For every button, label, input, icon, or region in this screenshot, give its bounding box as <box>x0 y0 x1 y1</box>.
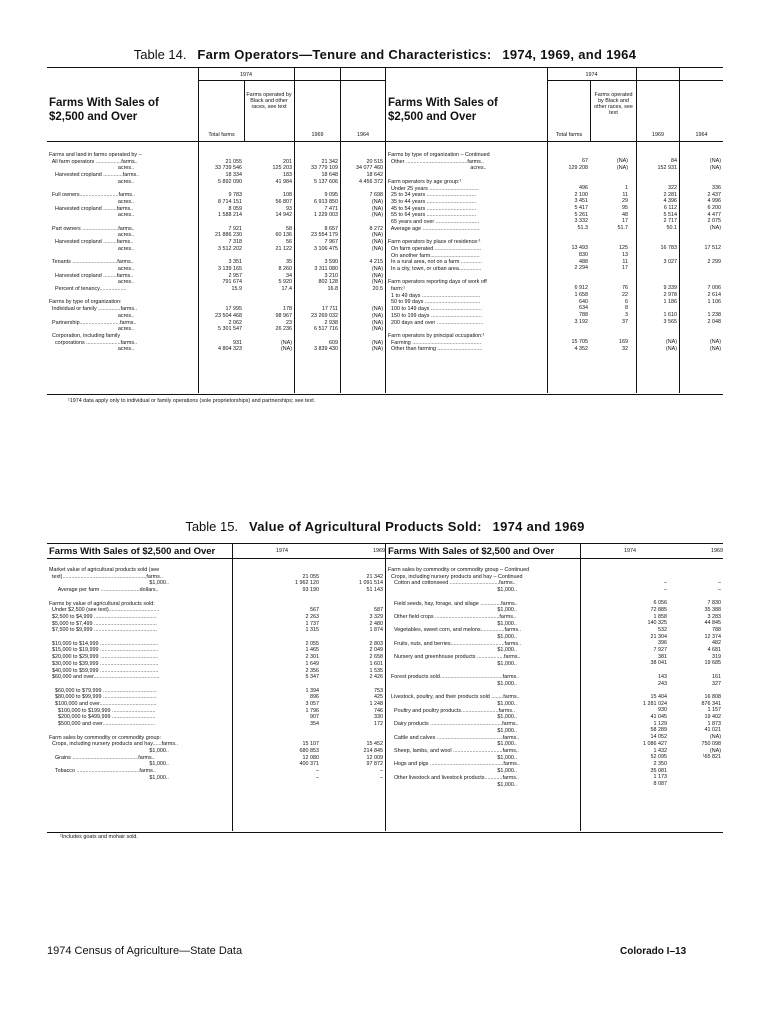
col-1974-group-r: 1974 <box>585 72 598 78</box>
table14-left-total: 21 055 33 739 546 18 334 5 892 090 9 783 8 714 151 8 059 1 588 214 7 921 21 886 230 7 318 3 512 202 3 351 3 139 165 2 957 791 674 15.9 17 995 23 504 468 2 062 5 301 547 931 4 804 323 <box>215 158 242 353</box>
table14-right-stub: Farms by type of organization – Continued Other .........................................farms.. acres.. Farm operators by age group:¹ Under 25 years ................................. 25 to 34 years ................................. 35 to 44 years ................................. 45 to 54 years ................................. 55 to 64 years ................................. 65 years and over ............................. Average age ...................................... Farm operators by place of residence:¹ On farm operated ............................... On another farm................................. In a rural area, not on a farm .............. In a city, town, or urban area............... Farm operators reporting days of work off farm:¹ 1 to 49 days ....................................... 50 to 99 days ..................................... 100 to 149 days .................................. 150 to 199 days .................................. 200 days and over ............................... Farm operators by principal occupation:¹ Farming .............................................. Other than farming .............................. <box>388 152 490 353</box>
table15-title <box>0 519 770 534</box>
table15-left-1974: 21 055 1 962 120 93 190 567 2 263 1 737 1 315 2 055 1 465 2 301 1 649 2 356 5 347 1 394 896 3 057 1 796 907 354 15 107 680 853 12 080 400 371 – – <box>295 573 319 781</box>
table14-left-black: 201 125 203 183 41 984 108 56 807 93 14 942 58 60 136 56 21 122 35 8 260 34 5 920 17.4 178 98 967 23 26 236 (NA) (NA) <box>272 158 292 353</box>
t15-col-1974-r: 1974 <box>624 548 636 554</box>
table14-right-1969: 84 152 931 322 2 281 4 396 6 112 5 514 2 717 50.1 16 783 3 027 9 339 2 978 1 186 1 610 3 565 (NA) (NA) <box>657 158 677 352</box>
table15-label: Table 15. <box>185 519 239 534</box>
table14-title <box>0 47 770 62</box>
table14-label: Table 14. <box>133 47 187 62</box>
table15-title-text: Value of Agricultural Products Sold: <box>248 519 482 534</box>
table15-left-stub: Market value of agricultural products sold (see text)........................................................farms.. $1,000.. Average per farm ..........................dollars.. Farms by value of agricultural products sold: Under $2,500 (see text).................................. $2,500 to $4,999 .......................................... $5,000 to $7,499 .......................................... $7,500 to $9,999 .......................................... $10,000 to $14,999 ....................................... $15,000 to $19,999 ....................................... $20,000 to $29,999 ....................................... $30,000 to $39,999 ....................................... $40,000 to $59,999 ....................................... $60,000 and over............................................ $60,000 to $79,999 .................................... $80,000 to $99,999 .................................... $100,000 and over...................................... $100,000 to $199,999 ............................. $200,000 to $499,999 ............................. $500,000 and over................................... Farm sales by commodity or commodity group: Crops, including nursery products and hay......farms.. $1,000.. Grains ............................................farms.. $1,000.. Tobacco ..........................................farms.. $1,000.. <box>49 567 179 781</box>
table15-years: 1974 and 1969 <box>492 519 585 534</box>
table15-footnote: ¹Includes goats and mohair sold. <box>60 834 138 840</box>
table15-left-1969: 21 342 1 091 514 51 143 587 3 329 2 480 1 874 2 803 2 049 2 658 1 601 1 535 2 426 753 425 1 248 746 330 172 15 452 214 845 12 009 97 872 – – <box>359 573 383 781</box>
table14-left-1969: 21 342 33 779 109 18 648 5 137 606 9 095 6 913 850 7 471 1 229 003 8 657 23 554 179 7 967 3 106 475 3 590 3 311 080 3 210 802 128 16.8 17 711 23 269 032 2 938 6 517 716 609 3 839 430 <box>311 158 338 353</box>
table14-years: 1974, 1969, and 1964 <box>502 47 637 62</box>
t15-col-1969-r: 1969 <box>711 548 723 554</box>
col-1974-group: 1974 <box>240 72 252 78</box>
table15-left-heading: Farms With Sales of $2,500 and Over <box>49 546 216 557</box>
table15-right-1974: – – 6 056 72 885 1 858 140 325 532 21 304 396 7 927 381 38 041 143 243 15 404 1 281 024 930 41 045 1 129 58 289 14 052 1 086 427 1 432 52 095 2 350 35 081 1 173 8 087 <box>643 580 667 788</box>
table15-right-1969: – – 7 830 35 388 3 283 44 845 788 12 374 482 4 681 319 19 685 161 327 16 808 876 341 1 157 19 402 1 873 41 021 (NA) 750 098 (NA) ¹65 821 <box>701 580 721 761</box>
page-footer-left: 1974 Census of Agriculture—State Data <box>47 945 243 957</box>
col-black-farms-r: Farms operated by Black and other races, see text <box>594 92 633 116</box>
col-1964: 1964 <box>357 132 369 138</box>
table14-right-1964: (NA) (NA) 336 2 437 4 996 6 200 4 477 2 075 (NA) 17 512 2 299 7 006 2 614 1 106 1 238 2 048 (NA) (NA) <box>704 158 721 352</box>
col-total-farms: Total farms <box>208 132 235 138</box>
table14-left-stub: Farms and land in farms operated by – All farm operators .................farms.. acres.. Harvested cropland .............farms.. acres.. Full owners..........................farms.. acres.. Harvested cropland .........farms.. acres.. Part owners ........................farms.. acres.. Harvested cropland .........farms.. acres.. Tenants ..............................farms.. acres.. Harvested cropland .........farms.. acres.. Percent of tenancy.................. Farms by type of organization: Individual or family ...............farms.. acres.. Partnership...........................farms.. acres.. Corporation, including family corporations .......................farms.. acres.. <box>49 152 142 353</box>
table14-footnote: ¹1974 data apply only to individual or family operations (sole proprietorships) and partnerships; see text. <box>68 398 316 404</box>
col-1964-r: 1964 <box>695 132 708 138</box>
table14-right-heading: Farms With Sales of $2,500 and Over <box>388 97 498 123</box>
col-1969-r: 1969 <box>652 132 664 138</box>
t15-col-1974: 1974 <box>276 548 288 554</box>
t15-col-1969: 1969 <box>373 548 385 554</box>
col-1969: 1969 <box>311 132 324 138</box>
table14-right-black: (NA) (NA) 1 11 29 95 48 17 51.7 125 13 11 17 76 22 6 8 3 37 169 32 <box>616 158 628 352</box>
table15-right-heading: Farms With Sales of $2,500 and Over <box>388 546 555 557</box>
table14-left-heading: Farms With Sales of $2,500 and Over <box>49 97 159 123</box>
page-footer-right: Colorado I–13 <box>620 946 687 957</box>
table14-title-text: Farm Operators—Tenure and Characteristics: <box>197 47 492 62</box>
table14-left-1964: 20 515 34 077 460 18 642 4 456 372 7 698 (NA) (NA) (NA) 8 272 (NA) (NA) (NA) 4 215 (NA) (NA) (NA) 20.5 (NA) (NA) (NA) (NA) (NA) (NA) <box>356 158 383 353</box>
table15-right-stub: Farm sales by commodity or commodity group – Continued Crops, including nursery products and hay – Continued Cotton and cottonseed .................................farms.. $1,000.. Field seeds, hay, forage, and silage ..............farms.. $1,000.. Other field crops ...........................................farms.. $1,000.. Vegetables, sweet corn, and melons................farms.. $1,000.. Fruits, nuts, and berries....................................farms.. $1,000.. Nursery and greenhouse products ..................farms.. $1,000.. Forest products sold..........................................farms.. $1,000.. Livestock, poultry, and their products sold ........farms.. $1,000.. Poultry and poultry products.........................farms.. $1,000.. Dairy products ................................................farms.. $1,000.. Cattle and calves ............................................farms.. $1,000.. Sheep, lambs, and wool .................................farms.. $1,000.. Hogs and pigs .................................................farms.. $1,000.. Other livestock and livestock products............farms.. $1,000.. <box>388 567 530 788</box>
col-total-farms-r: Total farms <box>555 132 583 138</box>
col-black-farms: Farms operated by Black and other races, see text <box>246 92 292 110</box>
table14-right-total: 67 129 208 496 2 100 3 451 5 417 5 261 3 332 51.3 13 493 830 488 2 294 6 912 1 658 640 634 788 3 192 15 705 4 352 <box>568 158 588 352</box>
